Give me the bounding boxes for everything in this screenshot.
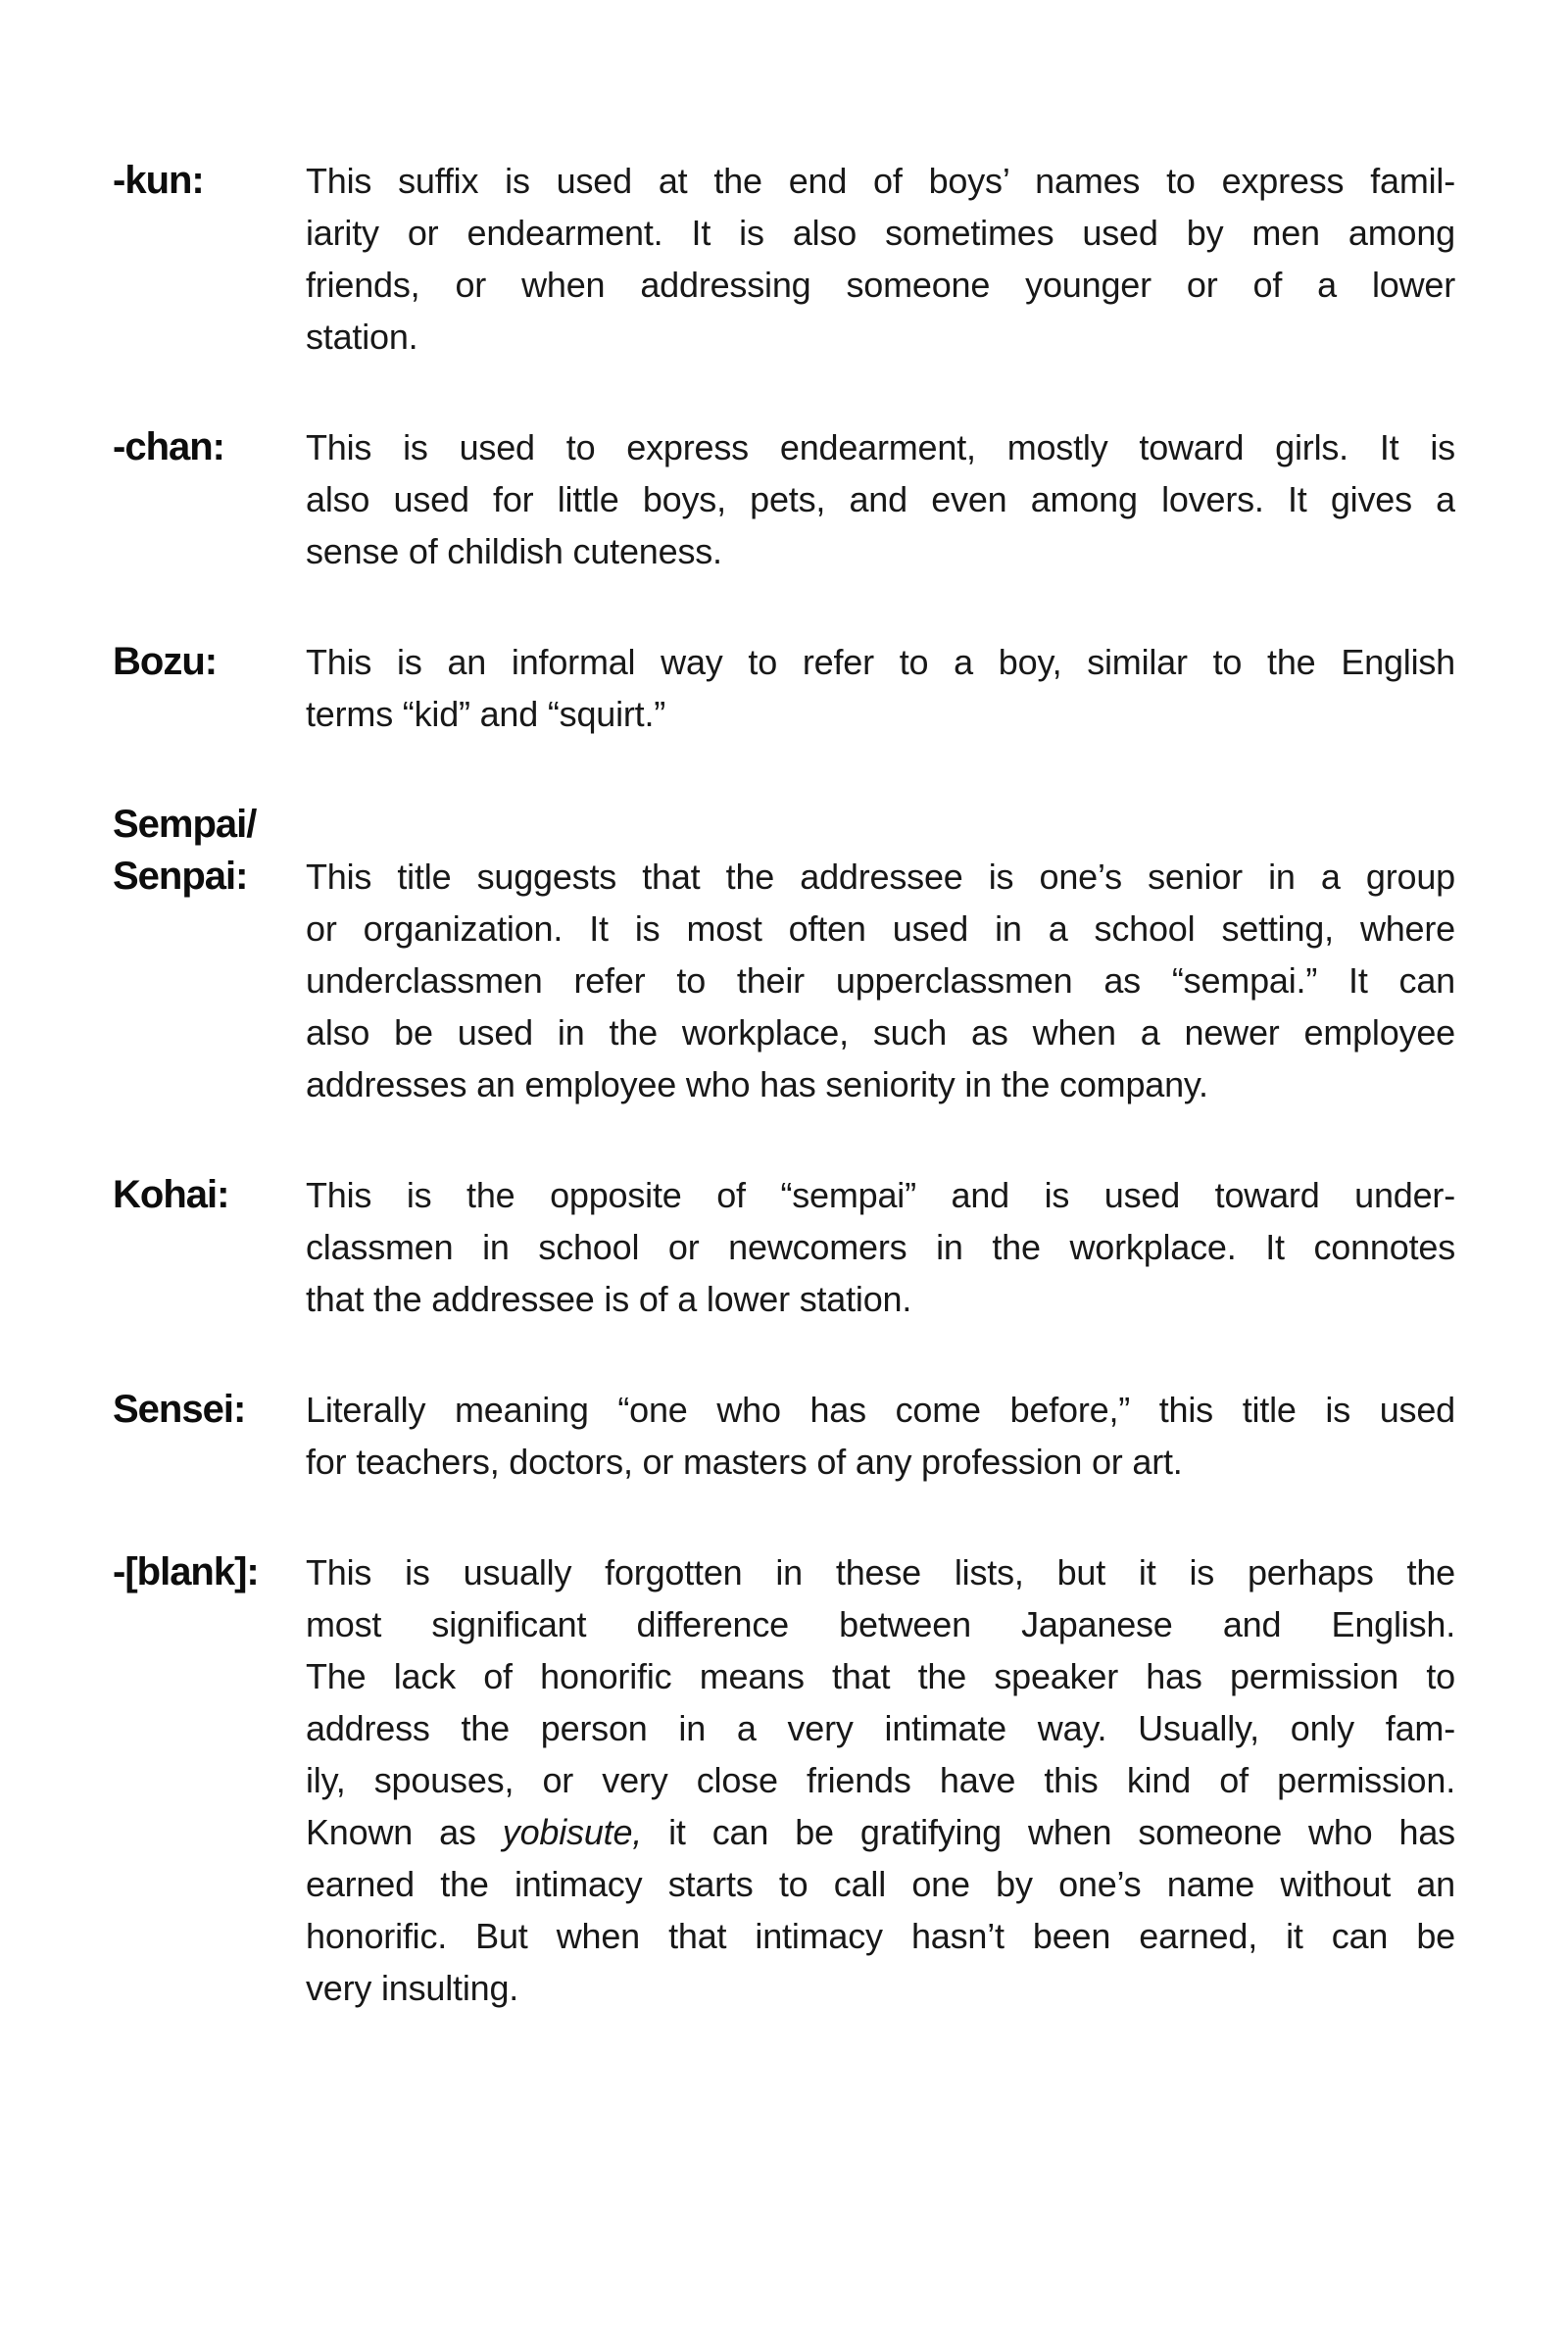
honorific-term-line: Kohai:: [113, 1173, 229, 1216]
honorific-term-line: Sensei:: [113, 1388, 246, 1431]
honorific-term: [113, 1384, 306, 1436]
honorifics-entry: [113, 1546, 1455, 2014]
honorific-definition: [306, 636, 1455, 740]
text-part: it can be gratifying when someone who has: [642, 1812, 1455, 1852]
definition-line: terms “kid” and “squirt.”: [306, 694, 666, 734]
definition-line: also used for little boys, pets, and even among lovers. It gives a: [306, 479, 1455, 519]
definition-line: [306, 1806, 1455, 1858]
text-part: Known as: [306, 1812, 503, 1852]
definition-line: classmen in school or newcomers in the workplace. It connotes: [306, 1227, 1455, 1267]
honorific-definition: [306, 421, 1455, 577]
honorific-term-line: Bozu:: [113, 640, 218, 683]
definition-line: This is usually forgotten in these lists, but it is perhaps the: [306, 1552, 1455, 1592]
honorific-term: [113, 636, 306, 688]
definition-line: underclassmen refer to their upperclassmen as “sempai.” It can: [306, 960, 1455, 1001]
definition-line: honorific. But when that intimacy hasn’t been earned, it can be: [306, 1916, 1455, 1956]
honorifics-entry: [113, 155, 1455, 363]
definition-line: also be used in the workplace, such as when a newer employee: [306, 1012, 1455, 1053]
definition-line: The lack of honorific means that the speaker has permission to: [306, 1656, 1455, 1696]
honorific-definition: [306, 1384, 1455, 1488]
definition-line: station.: [306, 317, 418, 357]
definition-line: This suffix is used at the end of boys’ names to express famil-: [306, 161, 1455, 201]
honorific-term: [113, 421, 306, 473]
honorifics-entry: [113, 636, 1455, 740]
definition-line: that the addressee is of a lower station.: [306, 1279, 912, 1319]
definition-line: This is used to express endearment, mostly toward girls. It is: [306, 427, 1455, 467]
honorifics-entry: [113, 421, 1455, 577]
honorific-definition: [306, 1169, 1455, 1325]
honorific-term-line: Senpai:: [113, 855, 248, 898]
definition-line: sense of childish cuteness.: [306, 531, 722, 571]
definition-line: or organization. It is most often used in a school setting, where: [306, 908, 1455, 949]
honorifics-entry: [113, 1384, 1455, 1488]
honorifics-entry: [113, 799, 1455, 1110]
honorific-definition: [306, 155, 1455, 363]
definition-line: iarity or endearment. It is also sometimes used by men among: [306, 213, 1455, 253]
honorific-term-line: Sempai/: [113, 803, 257, 846]
definition-line: ily, spouses, or very close friends have this kind of permission.: [306, 1760, 1455, 1800]
definition-line: very insulting.: [306, 1968, 519, 2008]
definition-line: earned the intimacy starts to call one by one’s name without an: [306, 1864, 1455, 1904]
definition-line: This title suggests that the addressee is one’s senior in a group: [306, 857, 1455, 897]
definition-line: most significant difference between Japanese and English.: [306, 1604, 1455, 1644]
honorific-term: [113, 1169, 306, 1221]
honorific-term: [113, 1546, 306, 1598]
honorific-definition: [306, 1546, 1455, 2014]
honorific-term: [113, 155, 306, 207]
definition-line: friends, or when addressing someone younger or of a lower: [306, 265, 1455, 305]
definition-line: for teachers, doctors, or masters of any profession or art.: [306, 1442, 1183, 1482]
honorific-term-line: -kun:: [113, 159, 204, 202]
honorific-definition: [306, 799, 1455, 1110]
honorific-term-line: -chan:: [113, 425, 224, 468]
definition-line: Literally meaning “one who has come before,” this title is used: [306, 1390, 1455, 1430]
italic-term: yobisute,: [502, 1812, 643, 1852]
definition-line: address the person in a very intimate way. Usually, only fam-: [306, 1708, 1455, 1748]
definition-line: This is an informal way to refer to a boy, similar to the English: [306, 642, 1455, 682]
honorific-term: [113, 799, 306, 903]
definition-line: addresses an employee who has seniority in the company.: [306, 1064, 1208, 1104]
honorific-term-line: -[blank]:: [113, 1550, 259, 1593]
definition-line: This is the opposite of “sempai” and is used toward under-: [306, 1175, 1455, 1215]
honorifics-entry: [113, 1169, 1455, 1325]
